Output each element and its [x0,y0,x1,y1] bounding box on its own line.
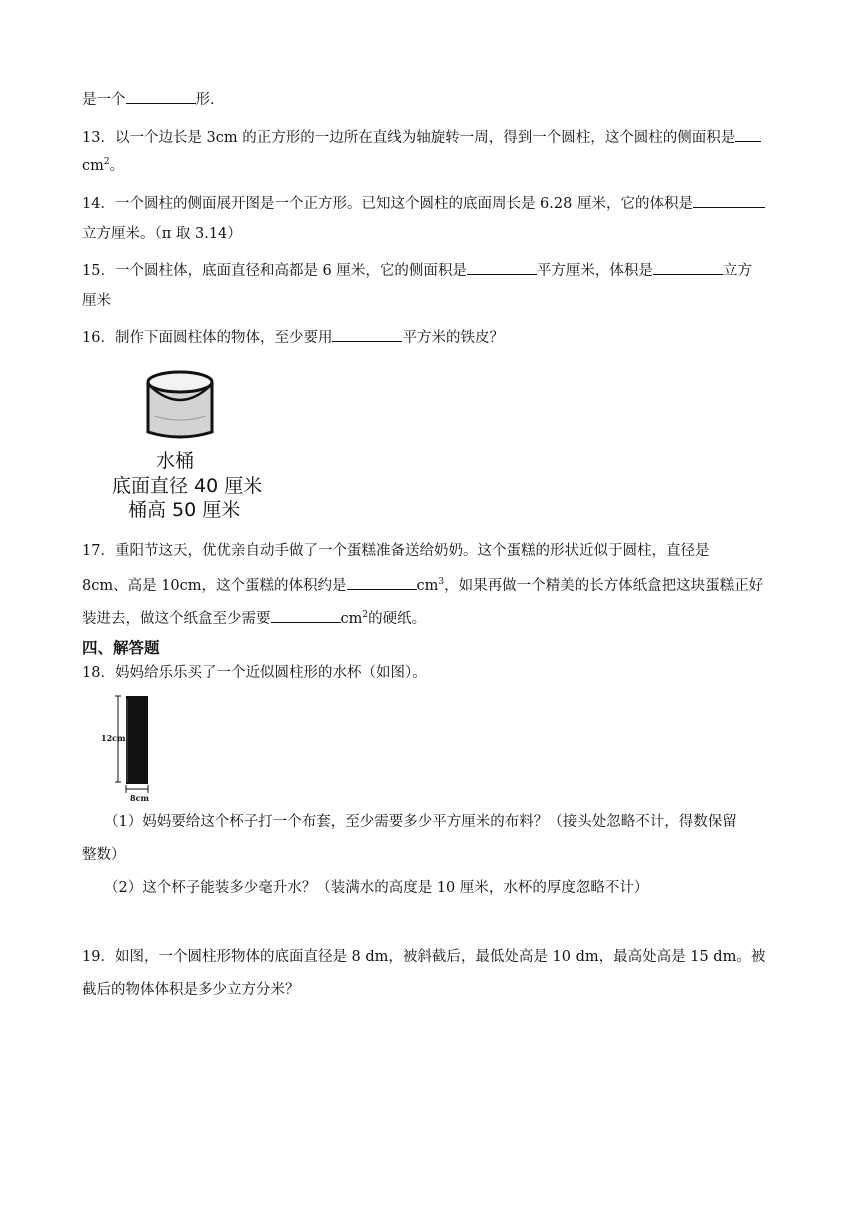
bucket-name: 水桶 [155,450,194,472]
answer-blank[interactable] [735,126,761,142]
answer-blank[interactable] [347,574,417,590]
question-18-sub1-line2 [82,845,812,865]
bucket-diameter: 底面直径 40 厘米 [112,475,263,497]
q16-part2: 平方米的铁皮？ [402,330,504,346]
q15-part3: 立方 [722,263,752,279]
answer-blank[interactable] [332,326,402,342]
q17-unit-cm2: cm [340,611,363,627]
q12-suffix: 形． [195,92,225,108]
question-16 [82,326,812,348]
q17-sup2: 2 [362,610,369,621]
q13-end: 。 [109,158,125,174]
question-17-line2 [82,574,812,596]
q18-sub2: （2）这个杯子能装多少毫升水？（装满水的高度是 10 厘米，水杯的厚度忽略不计） [104,880,649,896]
question-15 [82,259,812,281]
cup-figure [100,694,162,804]
answer-blank[interactable] [126,88,196,104]
question-12-tail [82,88,812,110]
section-heading: 四、解答题 [82,639,160,657]
q17-line1: 17．重阳节这天，优优亲自动手做了一个蛋糕准备送给奶奶。这个蛋糕的形状近似于圆柱，直径是 [82,543,710,559]
q15-part1: 15．一个圆柱体，底面直径和高都是 6 厘米，它的侧面积是 [82,263,467,279]
q17-sup3: 3 [438,577,445,588]
q17-line2a: 8cm、高是 10cm，这个蛋糕的体积约是 [82,578,347,594]
q18-intro: 18．妈妈给乐乐买了一个近似圆柱形的水杯（如图）。 [82,665,427,681]
answer-blank[interactable] [693,192,765,208]
question-14-line2 [82,224,812,244]
cup-height-label: 12cm [101,733,126,743]
q13-text: 13．以一个边长是 3cm 的正方形的一边所在直线为轴旋转一周，得到一个圆柱，这个圆柱的侧面积是 [82,130,736,146]
bucket-height: 桶高 50 厘米 [128,499,241,521]
question-17 [82,541,812,561]
q15-line2: 厘米 [82,293,111,309]
question-19 [82,947,812,967]
q12-prefix: 是一个 [82,92,126,108]
q19-line1: 19．如图，一个圆柱形物体的底面直径是 8 dm，被斜截后，最低处高是 10 dm，最高处高是 15 dm。被 [82,949,766,965]
bucket-figure [140,366,220,442]
q18-sub1-line2: 整数） [82,847,126,863]
q14-line1: 14．一个圆柱的侧面展开图是一个正方形。已知这个圆柱的底面周长是 6.28 厘米，它的体积是 [82,196,693,212]
q17-line2c: ，如果再做一个精美的长方体纸盒把这块蛋糕正好 [444,578,764,594]
q19-line2: 截后的物体体积是多少立方分米？ [82,982,300,998]
question-18 [82,663,812,683]
q17-line3c: 的硬纸。 [368,611,427,627]
question-14 [82,192,812,214]
question-18-sub1 [104,812,812,832]
answer-blank[interactable] [467,259,537,275]
question-17-line3 [82,607,812,629]
q18-sub1-line1: （1）妈妈要给这个杯子打一个布套，至少需要多少平方厘米的布料？（接头处忽略不计，得数保留 [104,814,737,830]
question-19-line2 [82,980,812,1000]
q16-part1: 16．制作下面圆柱体的物体，至少要用 [82,330,333,346]
question-13-unit-line [82,156,812,176]
q13-unit-sup: 2 [103,157,110,168]
question-13 [82,126,812,148]
q17-unit-cm: cm [416,578,439,594]
answer-blank[interactable] [271,607,341,623]
question-15-line2 [82,291,812,311]
question-18-sub2 [104,878,812,898]
cup-width-label: 8cm [130,793,149,803]
answer-blank[interactable] [653,259,723,275]
q14-line2: 立方厘米。（π 取 3.14） [82,226,242,242]
q15-part2: 平方厘米，体积是 [536,263,653,279]
q13-unit: cm [82,158,104,174]
q17-line3a: 装进去，做这个纸盒至少需要 [82,611,271,627]
